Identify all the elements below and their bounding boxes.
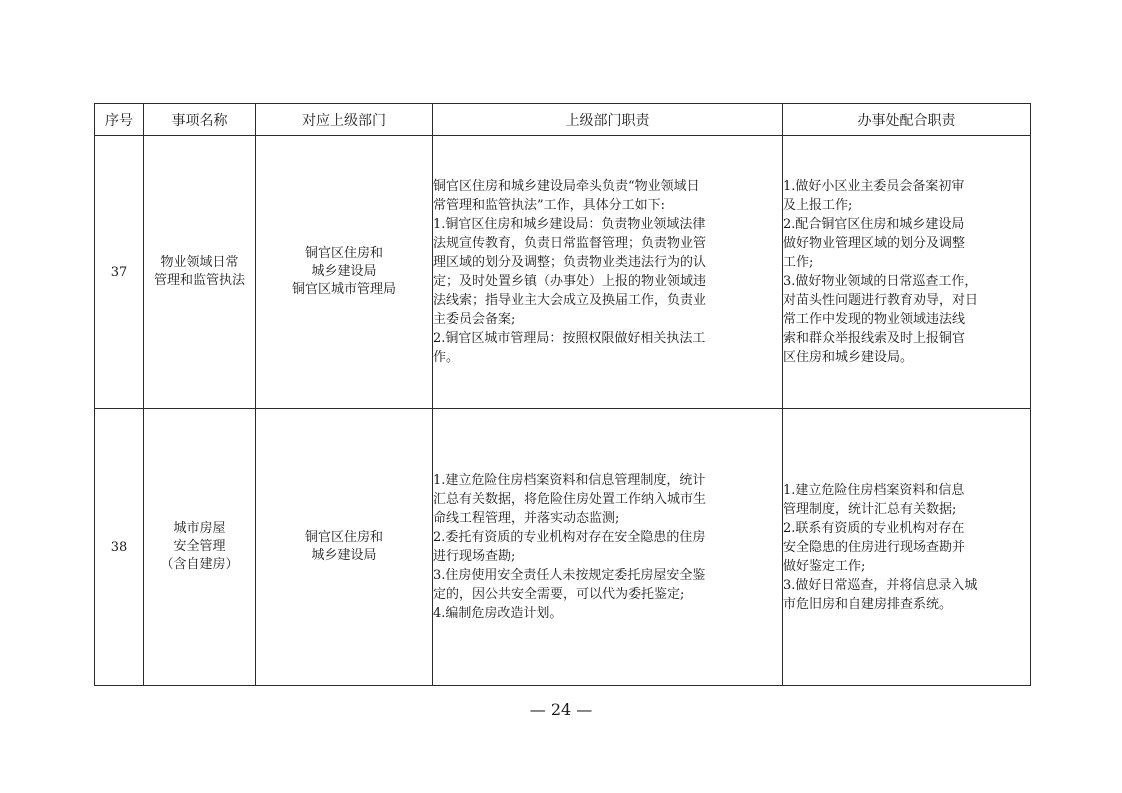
upper-duty-line: 汇总有关数据，将危险住房处置工作纳入城市生 — [433, 492, 707, 507]
upper-duty-line: 法规宣传教育，负责日常监督管理；负责物业管 — [433, 236, 707, 251]
upper-duty-cell — [433, 409, 783, 686]
table-row — [95, 409, 1031, 686]
upper-duty-line: 命线工程管理，并落实动态监测; — [433, 511, 620, 526]
upper-duty-line: 定；及时处置乡镇（办事处）上报的物业领域违 — [433, 274, 707, 289]
row-number: 38 — [95, 409, 144, 686]
office-duty-line: 3.做好日常巡查，并将信息录入城 — [783, 577, 978, 593]
upper-dept-cell — [256, 136, 433, 409]
office-duty-line: 及上报工作; — [783, 198, 853, 213]
item-name-line: 城市房屋 — [173, 521, 226, 536]
table-row — [95, 136, 1031, 409]
table-header-row — [95, 104, 1031, 136]
item-name-line: 物业领域日常 — [160, 255, 239, 270]
upper-duty-cell — [433, 136, 783, 409]
upper-duty-line: 3.住房使用安全责任人未按规定委托房屋安全鉴 — [433, 568, 706, 583]
upper-duty-line: 铜官区住房和城乡建设局牵头负责“物业领域日 — [433, 179, 700, 194]
office-duty-cell — [783, 409, 1031, 686]
office-duty-line: 市危旧房和自建房排查系统。 — [783, 596, 953, 612]
upper-dept-cell — [256, 409, 433, 686]
office-duty-line: 做好鉴定工作; — [783, 558, 866, 574]
office-duty-line: 管理制度，统计汇总有关数据; — [783, 501, 957, 517]
office-duty-line: 索和群众举报线索及时上报铜官 — [783, 331, 966, 346]
upper-duty-line: 4.编制危房改造计划。 — [433, 606, 563, 621]
upper-duty-line: 2.委托有资质的专业机构对存在安全隐患的住房 — [433, 530, 706, 545]
upper-duty-line: 1.铜官区住房和城乡建设局：负责物业领域法律 — [433, 217, 706, 232]
upper-duty-line: 进行现场查勘; — [433, 549, 516, 564]
office-duty-line: 2.配合铜官区住房和城乡建设局 — [783, 217, 965, 232]
header-upper-duty: 上级部门职责 — [433, 104, 783, 136]
office-duty-line: 2.联系有资质的专业机构对存在 — [783, 520, 965, 536]
upper-duty-line: 1.建立危险住房档案资料和信息管理制度，统计 — [433, 473, 706, 488]
header-upper-dept: 对应上级部门 — [256, 104, 433, 136]
upper-dept-line: 铜官区住房和 — [304, 246, 383, 261]
upper-duty-line: 定的，因公共安全需要，可以代为委托鉴定; — [433, 587, 685, 602]
upper-duty-line: 常管理和监管执法”工作，具体分工如下: — [433, 198, 666, 213]
upper-dept-line: 铜官区住房和 — [304, 530, 383, 545]
office-duty-line: 区住房和城乡建设局。 — [783, 350, 914, 365]
office-duty-line: 工作; — [783, 255, 814, 270]
row-number: 37 — [95, 136, 144, 409]
office-duty-line: 安全隐患的住房进行现场查勘并 — [783, 539, 966, 555]
item-name-cell — [144, 136, 256, 409]
duty-table — [94, 103, 1031, 686]
office-duty-cell — [783, 136, 1031, 409]
upper-dept-line: 铜官区城市管理局 — [291, 282, 396, 297]
item-name-line: 管理和监管执法 — [153, 273, 245, 288]
office-duty-line: 对苗头性问题进行教育劝导，对日 — [783, 293, 979, 308]
page-number: — 24 — — [529, 700, 593, 719]
office-duty-line: 1.建立危险住房档案资料和信息 — [783, 482, 965, 498]
upper-dept-line: 城乡建设局 — [311, 548, 377, 563]
office-duty-line: 做好物业管理区域的划分及调整 — [783, 236, 966, 251]
header-seq: 序号 — [95, 104, 144, 136]
upper-dept-line: 城乡建设局 — [311, 264, 377, 279]
upper-duty-line: 理区域的划分及调整；负责物业类违法行为的认 — [433, 255, 707, 270]
upper-duty-line: 作。 — [433, 350, 460, 365]
upper-duty-line: 主委员会备案; — [433, 312, 516, 327]
header-item-name: 事项名称 — [144, 104, 256, 136]
upper-duty-line: 2.铜官区城市管理局：按照权限做好相关执法工 — [433, 331, 706, 346]
office-duty-line: 1.做好小区业主委员会备案初审 — [783, 179, 965, 194]
item-name-line: （含自建房） — [160, 557, 239, 572]
office-duty-line: 常工作中发现的物业领域违法线 — [783, 312, 966, 327]
header-office-duty: 办事处配合职责 — [783, 104, 1031, 136]
office-duty-line: 3.做好物业领域的日常巡查工作， — [783, 274, 978, 289]
upper-duty-line: 法线索；指导业主大会成立及换届工作，负责业 — [433, 293, 707, 308]
item-name-cell — [144, 409, 256, 686]
item-name-line: 安全管理 — [173, 539, 226, 554]
